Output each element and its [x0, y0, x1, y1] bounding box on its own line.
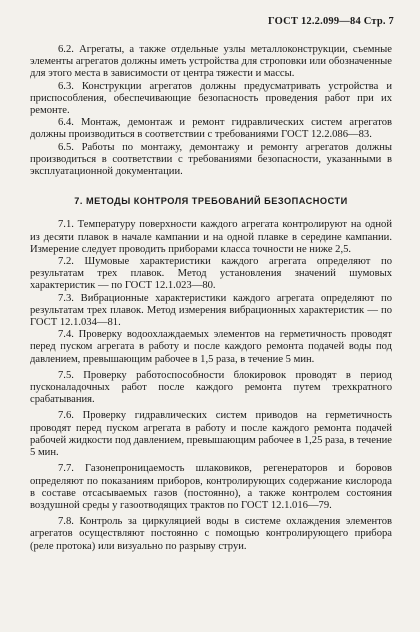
paragraph-6-4: 6.4. Монтаж, демонтаж и ремонт гидравлических систем агрегатов должны производиться в соответствии с требованиями ГОСТ 12.2.086—83. — [30, 117, 392, 141]
paragraph-7-6: 7.6. Проверку гидравлических систем приводов на герметичность проводят перед пуском агрегата в работу и после каждого ремонта подачей рабочей жидкости под давлением, превышающим рабочее в 1,25 раза, в течение 5 мин. — [30, 410, 392, 459]
paragraph-7-7: 7.7. Газонепроницаемость шлаковиков, регенераторов и боровов определяют по показаниям приборов, контролирующих содержание кислорода в составе отсасываемых газов (постоянно), а также контролем состояния воздушной среды у газоотводящих трактов по ГОСТ 12.1.016—79. — [30, 463, 392, 511]
paragraph-7-5: 7.5. Проверку работоспособности блокировок проводят в период пусконаладочных работ после каждого ремонта путем трехкратного срабатывания. — [30, 369, 392, 406]
paragraph-7-1: 7.1. Температуру поверхности каждого агрегата контролируют на одной из десяти плавок в начале кампании и на одной плавке в середине кампании. Измерение следует проводить приборами класса точности не ниже 2,5. — [30, 219, 392, 255]
document-body — [30, 44, 392, 553]
paragraph-6-5: 6.5. Работы по монтажу, демонтажу и ремонту агрегатов должны производиться в соответствии с требованиями безопасности, указанными в эксплуатационной документации. — [30, 141, 392, 178]
paragraph-7-8: 7.8. Контроль за циркуляцией воды в системе охлаждения элементов агрегатов осуществляют постоянно с помощью контролирующего прибора (реле протока) или визуально по разрыву струи. — [30, 516, 392, 552]
paragraph-6-2: 6.2. Агрегаты, а также отдельные узлы металлоконструкции, съемные элементы агрегатов должны иметь устройства для строповки или обозначенные для этого места в зависимости от центра тяжести и массы. — [30, 44, 392, 80]
section-title: 7. МЕТОДЫ КОНТРОЛЯ ТРЕБОВАНИЙ БЕЗОПАСНОСТИ — [74, 196, 348, 207]
paragraph-7-4: 7.4. Проверку водоохлаждаемых элементов на герметичность проводят перед пуском агрегата в работу и после каждого ремонта подачей воды под давлением, превышающим рабочее в 1,5 раза, в течение 5 мин. — [30, 329, 392, 365]
paragraph-7-3: 7.3. Вибрационные характеристики каждого агрегата определяют по результатам трех плавок. Метод измерения вибрационных характеристик — по ГОСТ 12.1.034—81. — [30, 292, 392, 329]
running-head: ГОСТ 12.2.099—84 Стр. 7 — [268, 16, 394, 27]
paragraph-6-3: 6.3. Конструкции агрегатов должны предусматривать устройства и приспособления, обеспечивающие безопасность проведения работ при их ремонте. — [30, 80, 392, 117]
paragraph-7-2: 7.2. Шумовые характеристики каждого агрегата определяют по результатам трех плавок. Метод установления значений шумовых характеристик — по ГОСТ 12.1.023—80. — [30, 256, 392, 292]
